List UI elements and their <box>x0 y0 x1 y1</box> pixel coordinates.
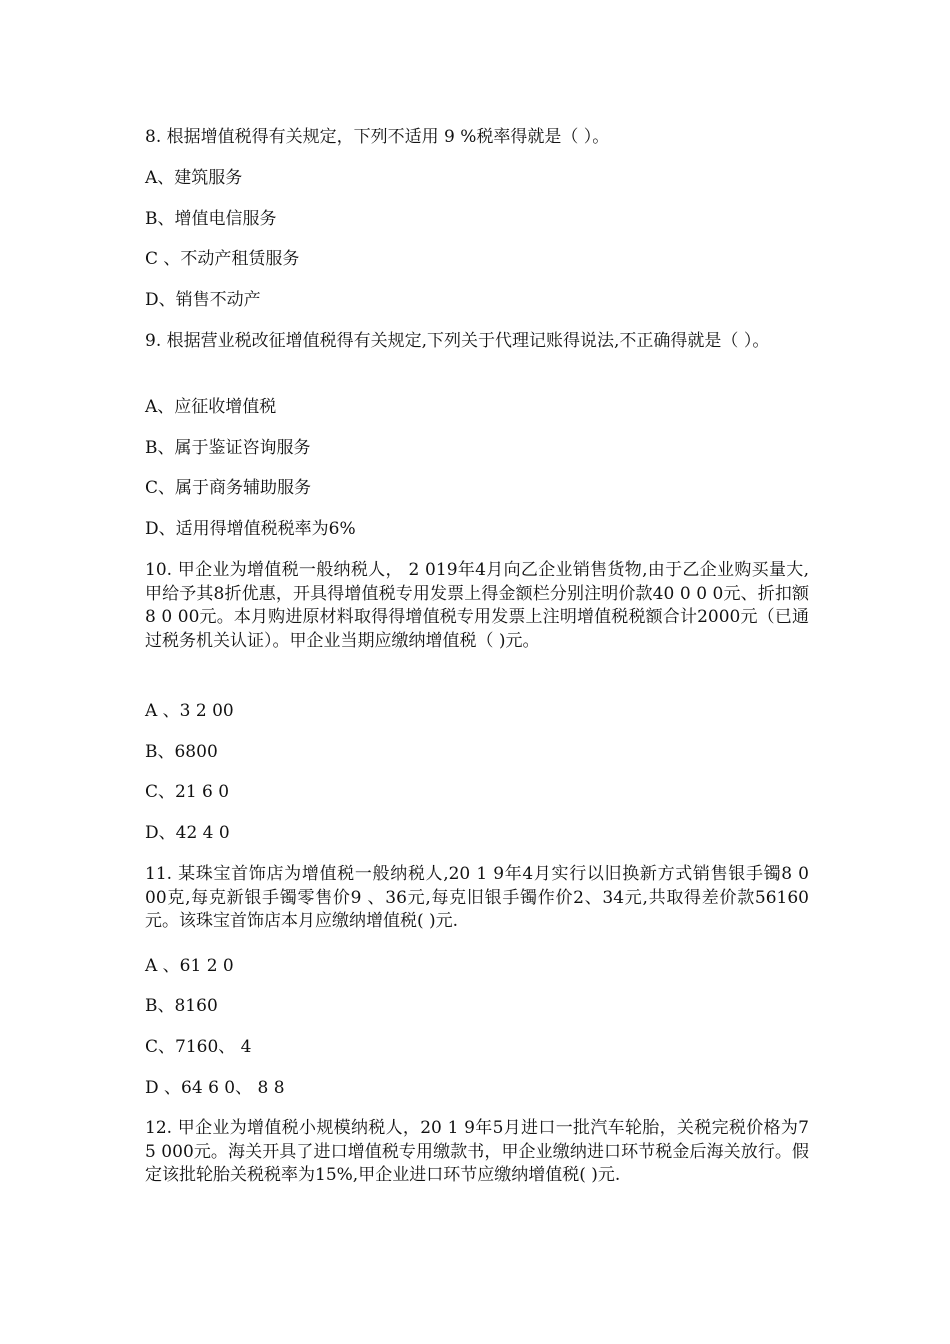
question-8-option-c: C 、不动产租赁服务 <box>145 249 300 269</box>
question-11-option-b: B、8160 <box>145 996 218 1016</box>
question-9-option-b: B、属于鉴证咨询服务 <box>145 438 311 458</box>
question-10-stem: 10. 甲企业为增值税一般纳税人， 2 019年4月向乙企业销售货物,由于乙企业购买量大,甲给予其8折优惠，开具得增值税专用发票上得金额栏分别注明价款40 0 0 0元、折扣额8 0 00元。本月购进原材料取得得增值税专用发票上注明增值税税额合计2000元（已通过税务机关认证）。甲企业当期应缴纳增值税（ )元。 <box>145 560 809 651</box>
question-11-stem: 11. 某珠宝首饰店为增值税一般纳税人,20 1 9年4月实行以旧换新方式销售银手镯8 0 00克,每克新银手镯零售价9 、36元,每克旧银手镯作价2、34元,共取得差价款56160元。该珠宝首饰店本月应缴纳增值税( )元. <box>145 864 809 931</box>
question-9-option-c: C、属于商务辅助服务 <box>145 478 312 498</box>
question-11-option-c: C、7160、 4 <box>145 1037 252 1057</box>
question-9-stem: 9. 根据营业税改征增值税得有关规定,下列关于代理记账得说法,不正确得就是（ ）。 <box>145 331 770 351</box>
question-9-option-a: A、应征收增值税 <box>145 397 277 417</box>
question-11-option-a: A 、61 2 0 <box>145 956 234 976</box>
question-10-option-d: D、42 4 0 <box>145 823 230 843</box>
question-12-stem: 12. 甲企业为增值税小规模纳税人，20 1 9年5月进口一批汽车轮胎，关税完税价格为7 5 000元。海关开具了进口增值税专用缴款书，甲企业缴纳进口环节税金后海关放行。假定该批轮胎关税税率为15%,甲企业进口环节应缴纳增值税( )元. <box>145 1118 809 1185</box>
question-11-option-d: D 、64 6 0、 8 8 <box>145 1078 285 1098</box>
question-8-stem: 8. 根据增值税得有关规定，下列不适用 9 %税率得就是（ ）。 <box>145 127 610 147</box>
question-10-option-b: B、6800 <box>145 742 218 762</box>
question-10-option-a: A 、3 2 00 <box>145 701 234 721</box>
question-8-option-a: A、建筑服务 <box>145 168 243 188</box>
question-9-option-d: D、适用得增值税税率为6% <box>145 519 356 539</box>
question-8-option-b: B、增值电信服务 <box>145 209 277 229</box>
question-10-option-c: C、21 6 0 <box>145 782 230 802</box>
question-8-option-d: D、销售不动产 <box>145 290 261 310</box>
